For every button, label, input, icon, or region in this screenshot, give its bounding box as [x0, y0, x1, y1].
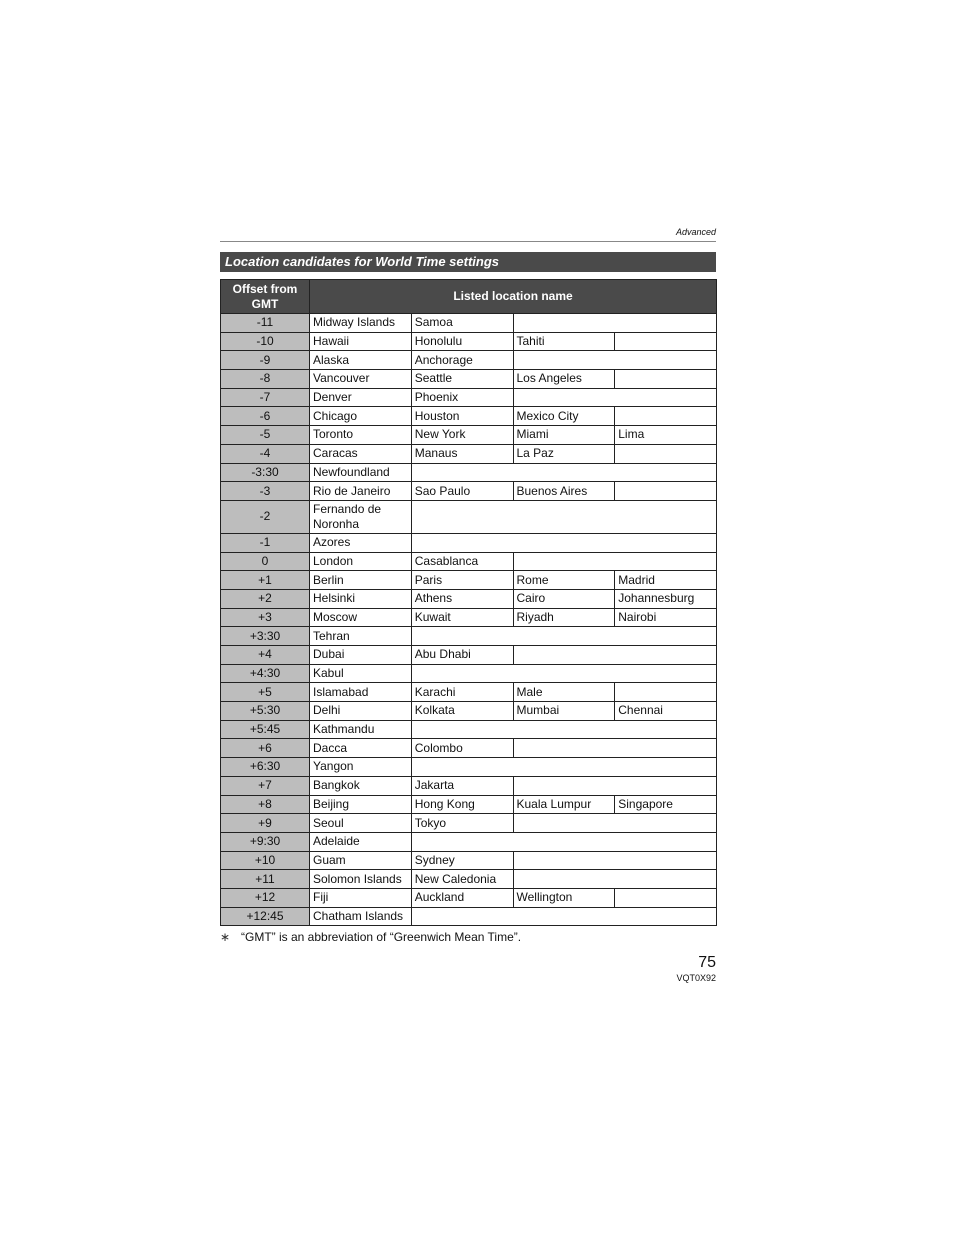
location-cell: Nairobi: [615, 608, 717, 627]
table-row: [221, 589, 717, 608]
table-row: [221, 533, 717, 552]
offset-cell: +5:30: [221, 702, 310, 721]
table-row: [221, 646, 717, 665]
empty-cell: [615, 332, 717, 351]
table-row: [221, 627, 717, 646]
location-cell: Singapore: [615, 795, 717, 814]
location-cell: Solomon Islands: [310, 870, 412, 889]
location-cell: Anchorage: [411, 351, 513, 370]
empty-cell: [513, 388, 717, 407]
location-cell: Kuala Lumpur: [513, 795, 615, 814]
location-cell: La Paz: [513, 444, 615, 463]
offset-cell: +9:30: [221, 832, 310, 851]
location-cell: Chatham Islands: [310, 907, 412, 926]
empty-cell: [411, 832, 716, 851]
header-rule: [220, 241, 716, 242]
offset-cell: -1: [221, 533, 310, 552]
table-row: [221, 370, 717, 389]
section-label: Advanced: [675, 227, 716, 237]
location-cell: Vancouver: [310, 370, 412, 389]
empty-cell: [615, 444, 717, 463]
table-row: [221, 351, 717, 370]
empty-cell: [513, 314, 717, 333]
location-cell: Manaus: [411, 444, 513, 463]
location-cell: Tahiti: [513, 332, 615, 351]
table-row: [221, 739, 717, 758]
location-cell: Chennai: [615, 702, 717, 721]
empty-cell: [513, 776, 717, 795]
empty-cell: [411, 758, 716, 777]
location-cell: Kathmandu: [310, 720, 412, 739]
table-header-row: [221, 280, 717, 314]
location-cell: Adelaide: [310, 832, 412, 851]
location-cell: Helsinki: [310, 589, 412, 608]
table-row: [221, 814, 717, 833]
offset-cell: -3: [221, 482, 310, 501]
offset-cell: +7: [221, 776, 310, 795]
empty-cell: [513, 870, 717, 889]
location-cell: Wellington: [513, 888, 615, 907]
empty-cell: [411, 533, 716, 552]
world-time-table: [220, 279, 717, 926]
location-cell: Male: [513, 683, 615, 702]
offset-cell: -10: [221, 332, 310, 351]
empty-cell: [513, 814, 717, 833]
empty-cell: [615, 482, 717, 501]
location-cell: Tehran: [310, 627, 412, 646]
location-cell: Islamabad: [310, 683, 412, 702]
table-row: [221, 552, 717, 571]
table-row: [221, 500, 717, 533]
offset-cell: +1: [221, 571, 310, 590]
location-cell: Kabul: [310, 664, 412, 683]
offset-cell: -6: [221, 407, 310, 426]
location-cell: Berlin: [310, 571, 412, 590]
section-title: Location candidates for World Time settings: [220, 252, 716, 272]
location-cell: Karachi: [411, 683, 513, 702]
location-cell: Bangkok: [310, 776, 412, 795]
location-cell: Denver: [310, 388, 412, 407]
empty-cell: [513, 739, 717, 758]
location-cell: Paris: [411, 571, 513, 590]
offset-cell: +4:30: [221, 664, 310, 683]
location-cell: Athens: [411, 589, 513, 608]
page-number: 75: [698, 954, 716, 972]
table-row: [221, 407, 717, 426]
location-cell: Sao Paulo: [411, 482, 513, 501]
location-cell: Fiji: [310, 888, 412, 907]
table-row: [221, 795, 717, 814]
table-row: [221, 332, 717, 351]
footnote-mark: ∗: [220, 930, 231, 945]
location-cell: Guam: [310, 851, 412, 870]
footnote: [220, 930, 716, 944]
table-row: [221, 608, 717, 627]
empty-cell: [615, 407, 717, 426]
location-cell: Madrid: [615, 571, 717, 590]
column-header-offset: Offset from GMT: [221, 280, 310, 314]
location-cell: Toronto: [310, 426, 412, 445]
offset-cell: +9: [221, 814, 310, 833]
location-cell: Kolkata: [411, 702, 513, 721]
location-cell: Moscow: [310, 608, 412, 627]
location-cell: Newfoundland: [310, 463, 412, 482]
offset-cell: +2: [221, 589, 310, 608]
offset-cell: +6: [221, 739, 310, 758]
table-row: [221, 702, 717, 721]
location-cell: Auckland: [411, 888, 513, 907]
location-cell: Los Angeles: [513, 370, 615, 389]
table-row: [221, 851, 717, 870]
location-cell: Phoenix: [411, 388, 513, 407]
location-cell: Seattle: [411, 370, 513, 389]
column-header-locations: Listed location name: [310, 280, 717, 314]
location-cell: Honolulu: [411, 332, 513, 351]
offset-cell: -8: [221, 370, 310, 389]
table-row: [221, 664, 717, 683]
empty-cell: [513, 646, 717, 665]
offset-cell: +10: [221, 851, 310, 870]
table-row: [221, 683, 717, 702]
location-cell: New York: [411, 426, 513, 445]
table-row: [221, 888, 717, 907]
location-cell: Dubai: [310, 646, 412, 665]
empty-cell: [615, 888, 717, 907]
table-row: [221, 388, 717, 407]
location-cell: Kuwait: [411, 608, 513, 627]
location-cell: Midway Islands: [310, 314, 412, 333]
offset-cell: +12: [221, 888, 310, 907]
location-cell: Hawaii: [310, 332, 412, 351]
offset-cell: +6:30: [221, 758, 310, 777]
location-cell: Sydney: [411, 851, 513, 870]
table-row: [221, 482, 717, 501]
location-cell: Jakarta: [411, 776, 513, 795]
page-content: [220, 226, 716, 984]
location-cell: New Caledonia: [411, 870, 513, 889]
location-cell: Rio de Janeiro: [310, 482, 412, 501]
empty-cell: [411, 664, 716, 683]
location-cell: Alaska: [310, 351, 412, 370]
empty-cell: [615, 370, 717, 389]
empty-cell: [513, 552, 717, 571]
table-row: [221, 870, 717, 889]
location-cell: Buenos Aires: [513, 482, 615, 501]
location-cell: Mexico City: [513, 407, 615, 426]
location-cell: Abu Dhabi: [411, 646, 513, 665]
offset-cell: -9: [221, 351, 310, 370]
offset-cell: -3:30: [221, 463, 310, 482]
location-cell: Houston: [411, 407, 513, 426]
offset-cell: +12:45: [221, 907, 310, 926]
location-cell: Fernando de Noronha: [310, 500, 412, 533]
table-row: [221, 758, 717, 777]
location-cell: Seoul: [310, 814, 412, 833]
location-cell: Samoa: [411, 314, 513, 333]
offset-cell: 0: [221, 552, 310, 571]
location-cell: Yangon: [310, 758, 412, 777]
table-row: [221, 776, 717, 795]
table-row: [221, 571, 717, 590]
empty-cell: [615, 683, 717, 702]
offset-cell: -7: [221, 388, 310, 407]
table-body: [221, 314, 717, 926]
offset-cell: -2: [221, 500, 310, 533]
location-cell: Johannesburg: [615, 589, 717, 608]
table-row: [221, 907, 717, 926]
footnote-text: “GMT” is an abbreviation of “Greenwich Mean Time”.: [241, 930, 522, 945]
location-cell: Riyadh: [513, 608, 615, 627]
location-cell: Chicago: [310, 407, 412, 426]
location-cell: Beijing: [310, 795, 412, 814]
location-cell: Tokyo: [411, 814, 513, 833]
offset-cell: +11: [221, 870, 310, 889]
offset-cell: -11: [221, 314, 310, 333]
document-code: VQT0X92: [676, 973, 716, 984]
offset-cell: +4: [221, 646, 310, 665]
empty-cell: [411, 463, 716, 482]
empty-cell: [411, 720, 716, 739]
offset-cell: -4: [221, 444, 310, 463]
table-row: [221, 463, 717, 482]
offset-cell: -5: [221, 426, 310, 445]
location-cell: Colombo: [411, 739, 513, 758]
empty-cell: [411, 500, 716, 533]
empty-cell: [513, 351, 717, 370]
location-cell: Rome: [513, 571, 615, 590]
location-cell: Mumbai: [513, 702, 615, 721]
table-row: [221, 444, 717, 463]
empty-cell: [411, 627, 716, 646]
offset-cell: +5:45: [221, 720, 310, 739]
empty-cell: [411, 907, 716, 926]
table-row: [221, 832, 717, 851]
location-cell: Delhi: [310, 702, 412, 721]
location-cell: Casablanca: [411, 552, 513, 571]
location-cell: Miami: [513, 426, 615, 445]
offset-cell: +3:30: [221, 627, 310, 646]
location-cell: Azores: [310, 533, 412, 552]
location-cell: Lima: [615, 426, 717, 445]
offset-cell: +3: [221, 608, 310, 627]
location-cell: Cairo: [513, 589, 615, 608]
location-cell: Hong Kong: [411, 795, 513, 814]
offset-cell: +5: [221, 683, 310, 702]
table-row: [221, 720, 717, 739]
location-cell: Dacca: [310, 739, 412, 758]
table-row: [221, 426, 717, 445]
offset-cell: +8: [221, 795, 310, 814]
table-row: [221, 314, 717, 333]
location-cell: London: [310, 552, 412, 571]
empty-cell: [513, 851, 717, 870]
location-cell: Caracas: [310, 444, 412, 463]
